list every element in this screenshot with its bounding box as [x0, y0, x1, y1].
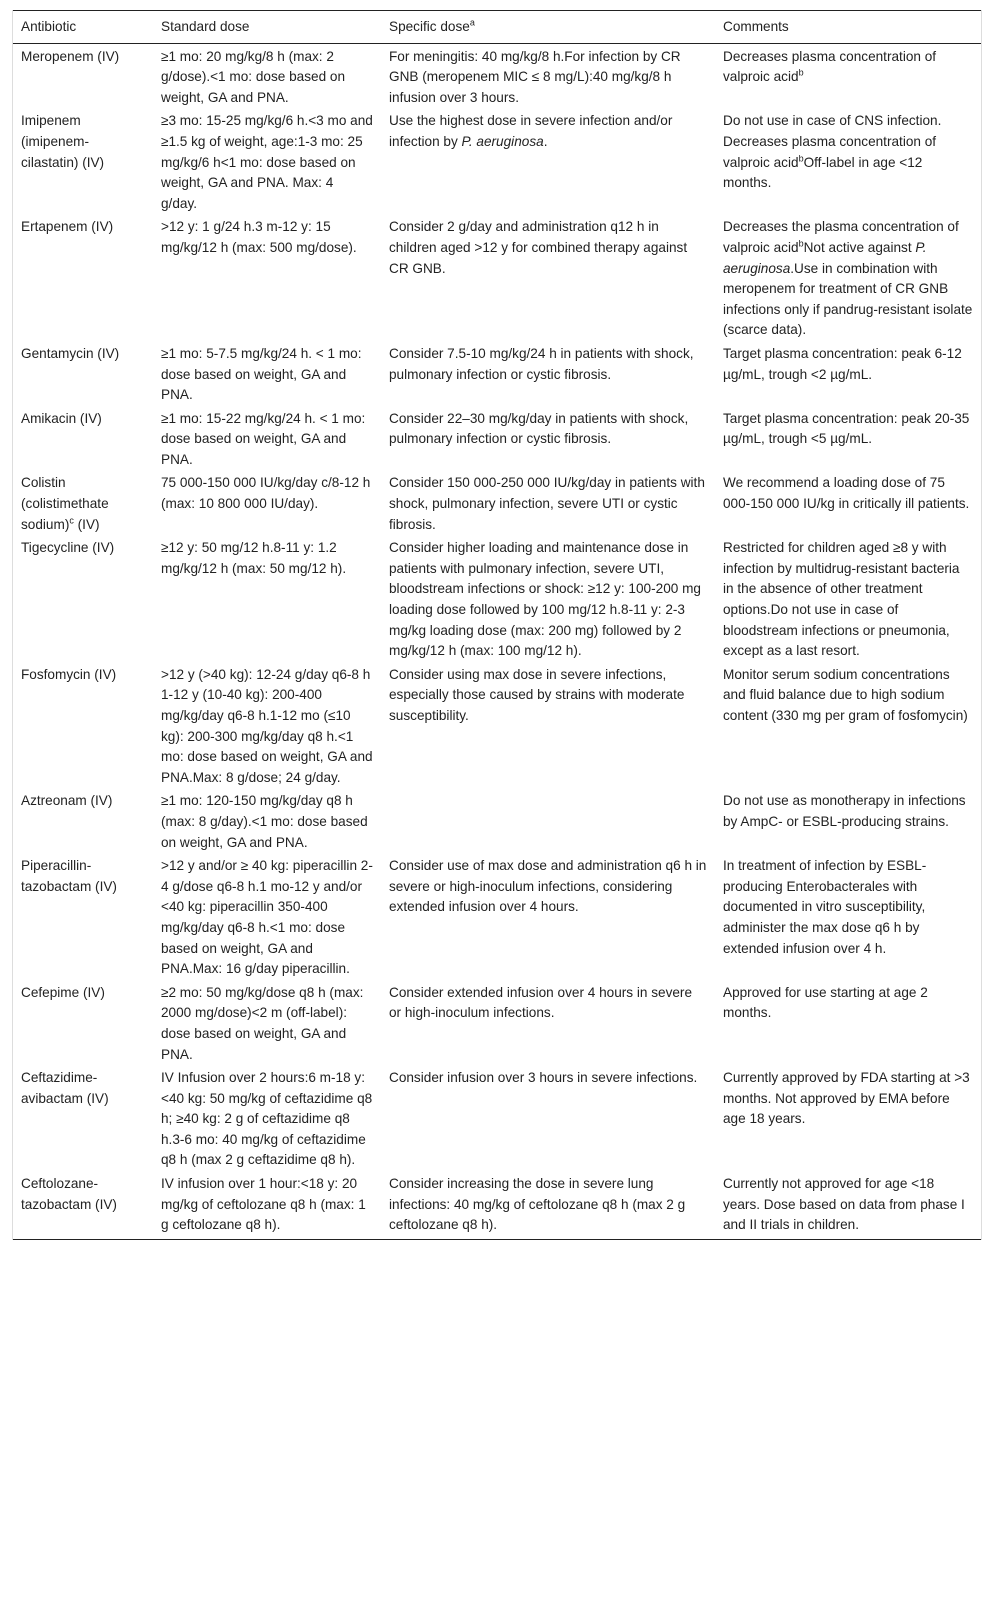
table-row — [13, 535, 981, 662]
cell-text: (IV) — [73, 516, 100, 532]
cell-text: Currently approved by FDA starting at >3 months. Not approved by EMA before age 18 years. — [723, 1070, 970, 1127]
cell-text: ≥12 y: 50 mg/12 h.8-11 y: 1.2 mg/kg/12 h (max: 50 mg/12 h). — [161, 540, 347, 576]
cell-comments — [715, 214, 981, 341]
cell-text: Decreases the plasma concentration of valproic acid — [723, 219, 959, 255]
cell-text: .Use in combination with meropenem for treatment of CR GNB infections only if pandrug-resistant isolate (scarce data). — [723, 260, 973, 338]
cell-text: ≥1 mo: 120-150 mg/kg/day q8 h (max: 8 g/day).<1 mo: dose based on weight, GA and PNA. — [161, 793, 368, 850]
footnote-marker: b — [798, 67, 804, 78]
cell-text: Consider extended infusion over 4 hours in severe or high-inoculum infections. — [389, 984, 693, 1021]
cell-comments — [715, 341, 981, 406]
cell-specific-dose — [381, 43, 715, 108]
footnote-marker: c — [69, 515, 74, 526]
table-row — [13, 853, 981, 980]
cell-text: Use the highest dose in severe infection and/or infection by — [389, 113, 673, 149]
cell-standard-dose — [153, 788, 381, 853]
cell-text: >12 y and/or ≥ 40 kg: piperacillin 2-4 g/dose q6-8 h.1 mo-12 y and/or <40 kg: piperacillin 350-400 mg/kg/day q6-8 h.<1 mo: dose based on weight, GA and PNA.Max: 16 g/day piperacillin. — [161, 858, 373, 977]
table-row — [13, 214, 981, 341]
cell-standard-dose — [153, 1065, 381, 1171]
cell-standard-dose — [153, 341, 381, 406]
cell-text: Ceftazidime-avibactam (IV) — [21, 1070, 109, 1106]
cell-text: IV infusion over 1 hour:<18 y: 20 mg/kg of ceftolozane q8 h (max: 1 g ceftolozane q8 h). — [161, 1176, 366, 1233]
table-row — [13, 470, 981, 535]
cell-specific-dose — [381, 1065, 715, 1171]
cell-text: Comments — [723, 19, 789, 34]
cell-text: Consider 22–30 mg/kg/day in patients with shock, pulmonary infection or cystic fibrosis. — [389, 410, 689, 447]
table-row — [13, 1171, 981, 1239]
footnote-marker: b — [798, 238, 804, 249]
cell-specific-dose — [381, 535, 715, 662]
cell-text: Consider use of max dose and administration q6 h in severe or high-inoculum infections, considering extended infusion over 4 hours. — [389, 858, 707, 915]
cell-antibiotic — [13, 406, 153, 471]
cell-standard-dose — [153, 662, 381, 789]
cell-text: ≥1 mo: 5-7.5 mg/kg/24 h. < 1 mo: dose based on weight, GA and PNA. — [161, 345, 362, 403]
cell-text: Target plasma concentration: peak 6-12 µg/mL, trough <2 µg/mL. — [723, 345, 962, 382]
cell-standard-dose — [153, 43, 381, 108]
cell-text: Consider infusion over 3 hours in severe infections. — [389, 1070, 698, 1086]
table-row — [13, 1065, 981, 1171]
antibiotic-dosing-table-container — [12, 10, 982, 1240]
cell-text: Amikacin (IV) — [21, 410, 102, 426]
cell-text: Off-label in age <12 months. — [723, 154, 923, 191]
cell-text: ≥2 mo: 50 mg/kg/dose q8 h (max: 2000 mg/dose)<2 m (off-label): dose based on weight, GA and PNA. — [161, 984, 364, 1062]
footnote-marker: a — [469, 17, 475, 28]
column-header-antibiotic — [13, 11, 153, 44]
cell-text: Fosfomycin (IV) — [21, 666, 117, 682]
cell-standard-dose — [153, 1171, 381, 1239]
cell-text: Consider increasing the dose in severe lung infections: 40 mg/kg of ceftolozane q8 h (max 2 g ceftolozane q8 h). — [389, 1176, 686, 1233]
cell-text: 75 000-150 000 IU/kg/day c/8-12 h (max: 10 800 000 IU/day). — [161, 475, 371, 512]
cell-text: We recommend a loading dose of 75 000-150 000 IU/kg in critically ill patients. — [723, 475, 970, 512]
cell-comments — [715, 1171, 981, 1239]
cell-specific-dose — [381, 341, 715, 406]
cell-comments — [715, 662, 981, 789]
cell-antibiotic — [13, 788, 153, 853]
cell-text: . — [543, 133, 548, 149]
cell-text: Aztreonam (IV) — [21, 793, 113, 809]
cell-comments — [715, 535, 981, 662]
cell-specific-dose — [381, 980, 715, 1065]
cell-text: Decreases plasma concentration of valproic acid — [723, 48, 937, 85]
cell-text: P. aeruginosa — [723, 239, 927, 276]
cell-text: Consider using max dose in severe infections, especially those caused by strains with moderate susceptibility. — [389, 666, 685, 723]
cell-antibiotic — [13, 341, 153, 406]
cell-specific-dose — [381, 470, 715, 535]
cell-text: Consider 7.5-10 mg/kg/24 h in patients with shock, pulmonary infection or cystic fibrosis. — [389, 345, 694, 382]
cell-text: In treatment of infection by ESBL-producing Enterobacterales with documented in vitro susceptibility, administer the max dose q6 h by extended infusion over 4 h. — [723, 858, 927, 956]
cell-antibiotic — [13, 43, 153, 108]
cell-standard-dose — [153, 108, 381, 214]
cell-text: Consider 150 000-250 000 IU/kg/day in patients with shock, pulmonary infection, severe UTI or cystic fibrosis. — [389, 475, 705, 532]
cell-comments — [715, 980, 981, 1065]
cell-text: ≥3 mo: 15-25 mg/kg/6 h.<3 mo and ≥1.5 kg of weight, age:1-3 mo: 25 mg/kg/6 h<1 mo: dose based on weight, GA and PNA. Max: 4 g/day. — [161, 113, 373, 211]
cell-comments — [715, 853, 981, 980]
cell-text: Tigecycline (IV) — [21, 540, 115, 556]
cell-specific-dose — [381, 788, 715, 853]
cell-text: Consider higher loading and maintenance dose in patients with pulmonary infection, severe UTI, bloodstream infections or shock: ≥12 y: 100-200 mg loading dose followed by 100 mg/12 h.8-11 y: 2-3 mg/kg loading dose (max: 200 mg) followed by 2 mg/kg/12 h (max: 100 mg/12 h). — [389, 540, 701, 659]
cell-text: ≥1 mo: 15-22 mg/kg/24 h. < 1 mo: dose based on weight, GA and PNA. — [161, 410, 366, 467]
table-row — [13, 108, 981, 214]
cell-text: Standard dose — [161, 19, 250, 34]
cell-text: >12 y: 1 g/24 h.3 m-12 y: 15 mg/kg/12 h (max: 500 mg/dose). — [161, 219, 357, 255]
cell-text: Gentamycin (IV) — [21, 345, 120, 361]
cell-specific-dose — [381, 406, 715, 471]
cell-text: Not active against — [803, 239, 916, 255]
cell-comments — [715, 1065, 981, 1171]
cell-antibiotic — [13, 535, 153, 662]
cell-text: Specific dose — [389, 19, 470, 34]
cell-standard-dose — [153, 853, 381, 980]
cell-text: Monitor serum sodium concentrations and fluid balance due to high sodium content (330 mg per gram of fosfomycin) — [723, 666, 968, 723]
cell-text: ≥1 mo: 20 mg/kg/8 h (max: 2 g/dose).<1 mo: dose based on weight, GA and PNA. — [161, 48, 346, 105]
cell-text: Imipenem (imipenem-cilastatin) (IV) — [21, 113, 105, 170]
cell-antibiotic — [13, 470, 153, 535]
cell-text: Meropenem (IV) — [21, 48, 120, 64]
cell-text: Target plasma concentration: peak 20-35 µg/mL, trough <5 µg/mL. — [723, 410, 970, 447]
cell-standard-dose — [153, 406, 381, 471]
cell-text: >12 y (>40 kg): 12-24 g/day q6-8 h 1-12 y (10-40 kg): 200-400 mg/kg/day q6-8 h.1-12 mo (≤10 kg): 200-300 mg/kg/day q8 h.<1 mo: dose based on weight, GA and PNA.Max: 8 g/dose; 24 g/day. — [161, 666, 373, 785]
cell-text: Approved for use starting at age 2 months. — [723, 984, 928, 1021]
cell-text: Ceftolozane-tazobactam (IV) — [21, 1176, 117, 1212]
cell-text: Cefepime (IV) — [21, 984, 105, 1000]
cell-text: Do not use in case of CNS infection. Decreases plasma concentration of valproic acid — [723, 113, 942, 170]
table-header-row — [13, 11, 981, 44]
cell-text: For meningitis: 40 mg/kg/8 h.For infection by CR GNB (meropenem MIC ≤ 8 mg/L):40 mg/kg/8 h infusion over 3 hours. — [389, 48, 681, 105]
cell-antibiotic — [13, 1065, 153, 1171]
cell-text: Do not use as monotherapy in infections by AmpC- or ESBL-producing strains. — [723, 793, 966, 829]
cell-comments — [715, 406, 981, 471]
cell-standard-dose — [153, 980, 381, 1065]
column-header-specific-dose — [381, 11, 715, 44]
cell-comments — [715, 43, 981, 108]
cell-specific-dose — [381, 108, 715, 214]
cell-text: Ertapenem (IV) — [21, 219, 114, 235]
cell-antibiotic — [13, 108, 153, 214]
cell-antibiotic — [13, 662, 153, 789]
cell-standard-dose — [153, 214, 381, 341]
table-row — [13, 406, 981, 471]
cell-text: P. aeruginosa — [461, 133, 544, 149]
table-row — [13, 43, 981, 108]
column-header-comments — [715, 11, 981, 44]
cell-antibiotic — [13, 214, 153, 341]
table-row — [13, 980, 981, 1065]
cell-text: Restricted for children aged ≥8 y with infection by multidrug-resistant bacteria in the absence of other treatment options.Do not use in case of bloodstream infections or pneumonia, except as a last resort. — [723, 540, 960, 659]
cell-text: IV Infusion over 2 hours:6 m-18 y: <40 kg: 50 mg/kg of ceftazidime q8 h; ≥40 kg: 2 g of ceftazidime q8 h.3-6 mo: 40 mg/kg of ceftazidime q8 h (max 2 g ceftazidime q8 h). — [161, 1070, 373, 1168]
table-row — [13, 662, 981, 789]
footnote-marker: b — [798, 153, 804, 164]
cell-comments — [715, 788, 981, 853]
cell-specific-dose — [381, 214, 715, 341]
cell-specific-dose — [381, 853, 715, 980]
cell-text: Piperacillin-tazobactam (IV) — [21, 858, 117, 894]
cell-text: Antibiotic — [21, 19, 77, 34]
column-header-standard-dose — [153, 11, 381, 44]
cell-comments — [715, 108, 981, 214]
antibiotic-dosing-table — [13, 10, 981, 1240]
cell-antibiotic — [13, 853, 153, 980]
cell-standard-dose — [153, 535, 381, 662]
cell-text: Colistin (colistimethate sodium) — [21, 475, 109, 532]
cell-comments — [715, 470, 981, 535]
cell-text: Currently not approved for age <18 years. Dose based on data from phase I and II trials in children. — [723, 1176, 965, 1233]
cell-antibiotic — [13, 980, 153, 1065]
cell-specific-dose — [381, 662, 715, 789]
cell-standard-dose — [153, 470, 381, 535]
table-row — [13, 341, 981, 406]
cell-antibiotic — [13, 1171, 153, 1239]
cell-text: Consider 2 g/day and administration q12 h in children aged >12 y for combined therapy against CR GNB. — [389, 219, 688, 276]
cell-specific-dose — [381, 1171, 715, 1239]
table-row — [13, 788, 981, 853]
